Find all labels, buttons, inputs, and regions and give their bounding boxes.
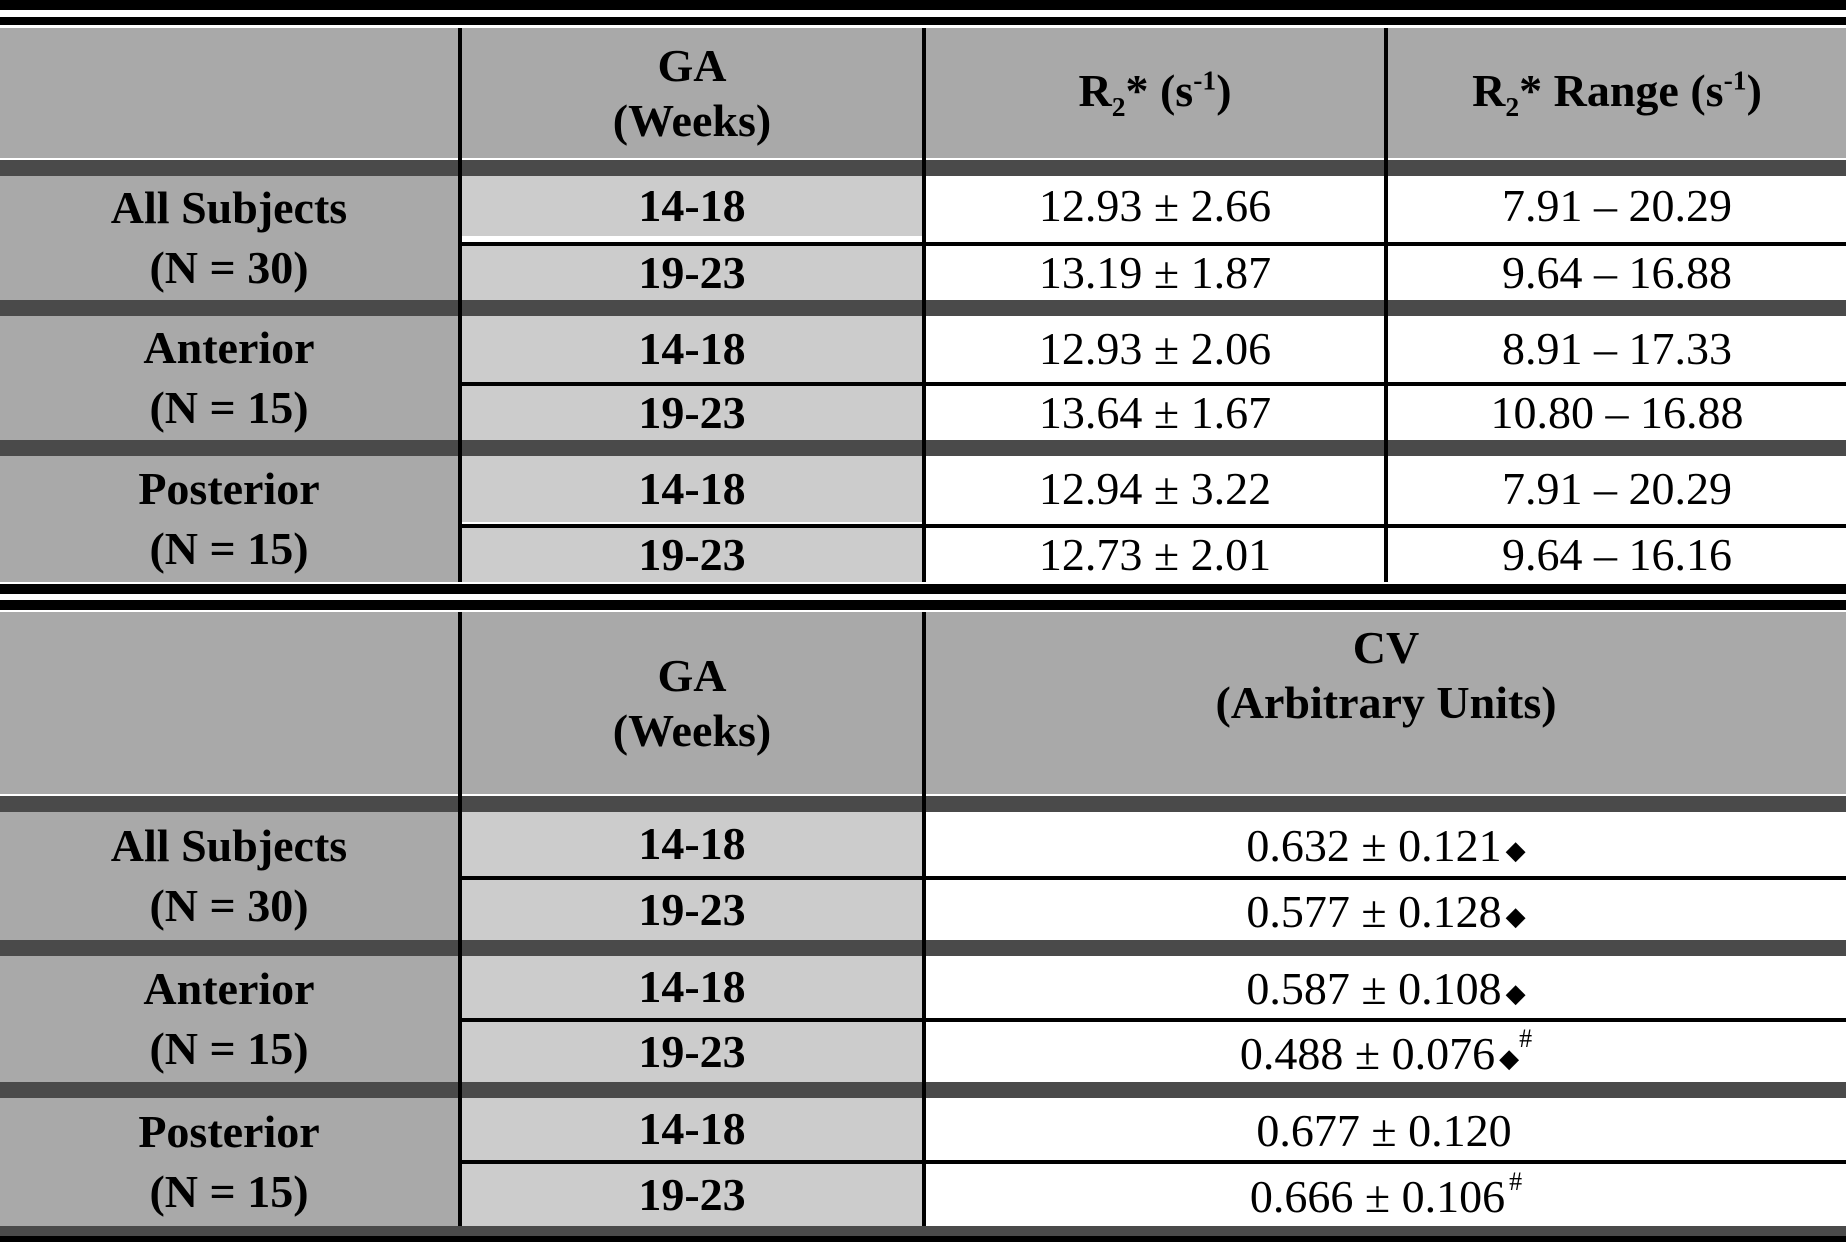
ga-cell: 19-23	[462, 246, 922, 300]
group-label-anterior	[0, 316, 458, 440]
header-ga-line1: GA	[657, 649, 727, 701]
cv-value: 0.488 ± 0.076	[1239, 1027, 1496, 1079]
header-cv-line2: (Arbitrary Units)	[1215, 677, 1557, 729]
ga-cell: 14-18	[462, 176, 922, 236]
column-rule	[1384, 28, 1388, 582]
header-r2-range-label: $R_2*$ Range $(s^{-1})$	[1472, 64, 1762, 123]
cv-value: 0.677 ± 0.120	[1256, 1104, 1512, 1156]
cv-value: 0.666 ± 0.106	[1249, 1170, 1506, 1222]
group-name: Posterior	[138, 463, 320, 515]
bottom-rule	[0, 1236, 1846, 1242]
hash-marker: #	[1509, 1166, 1523, 1196]
group-label-anterior	[0, 956, 458, 1082]
header-ga	[462, 28, 922, 158]
ga-cell: 19-23	[462, 528, 922, 582]
diamond-marker: ◆	[1505, 901, 1526, 931]
header-cv-line1: CV	[1352, 622, 1420, 673]
r2-cell: 13.19 ± 1.87	[926, 246, 1384, 300]
range-cell: 7.91 – 20.29	[1388, 176, 1846, 236]
diamond-marker: ◆	[1505, 835, 1526, 865]
header-ga-line2: (Weeks)	[612, 705, 772, 756]
group-n: (N = 15)	[149, 382, 309, 433]
column-rule	[458, 28, 462, 582]
header-blank-cell	[0, 28, 458, 158]
header-blank-cell	[0, 612, 458, 794]
cv-value: 0.632 ± 0.121	[1246, 819, 1502, 871]
group-n: (N = 15)	[149, 1023, 309, 1074]
group-n: (N = 15)	[149, 1166, 309, 1217]
ga-cell: 19-23	[462, 1022, 922, 1082]
ga-cell: 14-18	[462, 1098, 922, 1160]
column-rule	[922, 612, 926, 1226]
header-ga-line1: GA	[657, 39, 727, 91]
header-ga	[462, 612, 922, 794]
group-name: All Subjects	[110, 182, 348, 234]
group-name: Anterior	[143, 322, 315, 374]
header-cv	[926, 612, 1846, 794]
diamond-marker: ◆	[1505, 978, 1526, 1008]
range-cell: 9.64 – 16.16	[1388, 528, 1846, 582]
header-ga-line2: (Weeks)	[612, 95, 772, 146]
ga-cell: 19-23	[462, 386, 922, 440]
ga-cell: 14-18	[462, 316, 922, 382]
top-rule-inner	[0, 17, 1846, 25]
diamond-marker: ◆	[1499, 1043, 1520, 1073]
cv-cell	[926, 1164, 1846, 1226]
range-cell: 9.64 – 16.88	[1388, 246, 1846, 300]
middle-rule	[0, 584, 1846, 594]
column-rule	[458, 612, 462, 1226]
group-n: (N = 15)	[149, 523, 309, 574]
group-label-posterior	[0, 1098, 458, 1226]
ga-cell: 19-23	[462, 880, 922, 940]
ga-cell: 14-18	[462, 456, 922, 522]
cv-cell	[926, 956, 1846, 1018]
group-name: Posterior	[138, 1106, 320, 1158]
cv-value: 0.587 ± 0.108	[1246, 962, 1502, 1014]
column-rule	[922, 28, 926, 582]
cv-cell	[926, 880, 1846, 940]
range-cell: 7.91 – 20.29	[1388, 456, 1846, 522]
bottom-band	[0, 1226, 1846, 1236]
r2-cell: 12.93 ± 2.06	[926, 316, 1384, 382]
header-r2	[926, 28, 1384, 158]
group-name: Anterior	[143, 963, 315, 1015]
top-rule	[0, 0, 1846, 10]
group-label-posterior	[0, 456, 458, 582]
cv-value: 0.577 ± 0.128	[1246, 885, 1502, 937]
r2-cell: 12.93 ± 2.66	[926, 176, 1384, 236]
ga-cell: 19-23	[462, 1164, 922, 1226]
middle-rule-inner	[0, 600, 1846, 610]
ga-cell: 14-18	[462, 956, 922, 1018]
header-r2-range	[1388, 28, 1846, 158]
cv-cell	[926, 1098, 1846, 1160]
group-name: All Subjects	[110, 820, 348, 872]
group-n: (N = 30)	[149, 242, 309, 293]
group-label-all-subjects	[0, 176, 458, 300]
range-cell: 8.91 – 17.33	[1388, 316, 1846, 382]
r2-cell: 12.73 ± 2.01	[926, 528, 1384, 582]
group-n: (N = 30)	[149, 880, 309, 931]
cv-cell	[926, 1022, 1846, 1082]
group-label-all-subjects	[0, 812, 458, 940]
range-cell: 10.80 – 16.88	[1388, 386, 1846, 440]
r2-cell: 12.94 ± 3.22	[926, 456, 1384, 522]
r2-cell: 13.64 ± 1.67	[926, 386, 1384, 440]
hash-marker: #	[1519, 1023, 1533, 1053]
cv-cell	[926, 812, 1846, 876]
ga-cell: 14-18	[462, 812, 922, 876]
header-r2-label: $R_2*$ $(s^{-1})$	[1078, 64, 1232, 123]
